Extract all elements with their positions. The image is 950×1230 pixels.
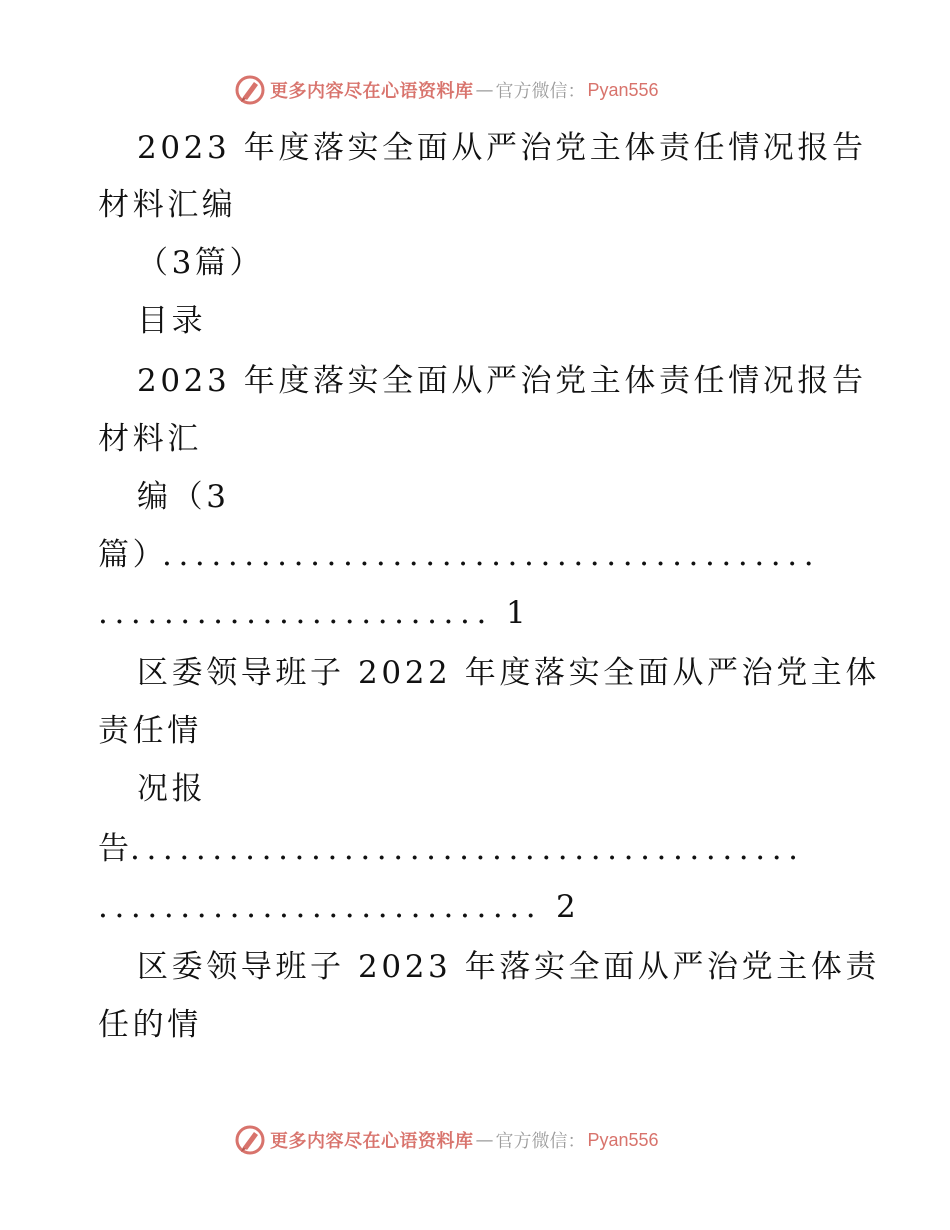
toc-entry-1-page: 1	[506, 595, 530, 631]
document-title-line2: 材料汇编	[98, 187, 237, 223]
toc-entry-2-leader: .........................................	[130, 831, 805, 867]
pen-logo-icon	[234, 1124, 266, 1156]
toc-entry-1-line2: 材料汇	[98, 421, 202, 457]
toc-entry-2-page: 2	[556, 889, 580, 925]
watermark-dash: —	[475, 79, 494, 101]
watermark-text: 更多内容尽在心语资料库	[270, 1131, 474, 1152]
toc-entry-2-line2: 责任情	[98, 713, 202, 749]
toc-entry-2-line3: 况报	[137, 771, 207, 807]
toc-entry-1-leader-2: ........................	[98, 595, 493, 631]
toc-entry-1-line3: 编（3	[137, 479, 230, 515]
toc-entry-3-line2: 任的情	[98, 1007, 202, 1043]
watermark-wechat-id: Pyan556	[587, 79, 659, 100]
toc-entry-1-line1: 2023 年度落实全面从严治党主体责任情况报告	[137, 363, 867, 399]
toc-entry-2-line1: 区委领导班子 2022 年度落实全面从严治党主体	[137, 655, 880, 691]
footer-watermark	[234, 1123, 659, 1157]
watermark-wechat-label: 官方微信：	[495, 1131, 586, 1152]
document-title-line1: 2023 年度落实全面从严治党主体责任情况报告	[137, 130, 867, 166]
toc-entry-2-line4	[98, 829, 133, 869]
toc-entry-2-tail: 告	[98, 831, 133, 867]
toc-entry-1-leader: ........................................	[162, 537, 821, 573]
toc-entry-1-tail: 篇）	[98, 537, 168, 573]
toc-entry-2-leader-2: ...........................	[98, 889, 543, 925]
watermark-wechat-label: 官方微信：	[495, 81, 586, 102]
header-watermark	[234, 73, 659, 107]
watermark-wechat-id: Pyan556	[587, 1129, 659, 1150]
toc-heading: 目录	[137, 303, 207, 339]
watermark-text: 更多内容尽在心语资料库	[270, 81, 474, 102]
watermark-dash: —	[475, 1129, 494, 1151]
document-title-count: （3篇）	[137, 245, 265, 281]
pen-logo-icon	[234, 74, 266, 106]
toc-entry-1-line4	[98, 535, 167, 575]
toc-entry-3-line1: 区委领导班子 2023 年落实全面从严治党主体责	[137, 949, 880, 985]
